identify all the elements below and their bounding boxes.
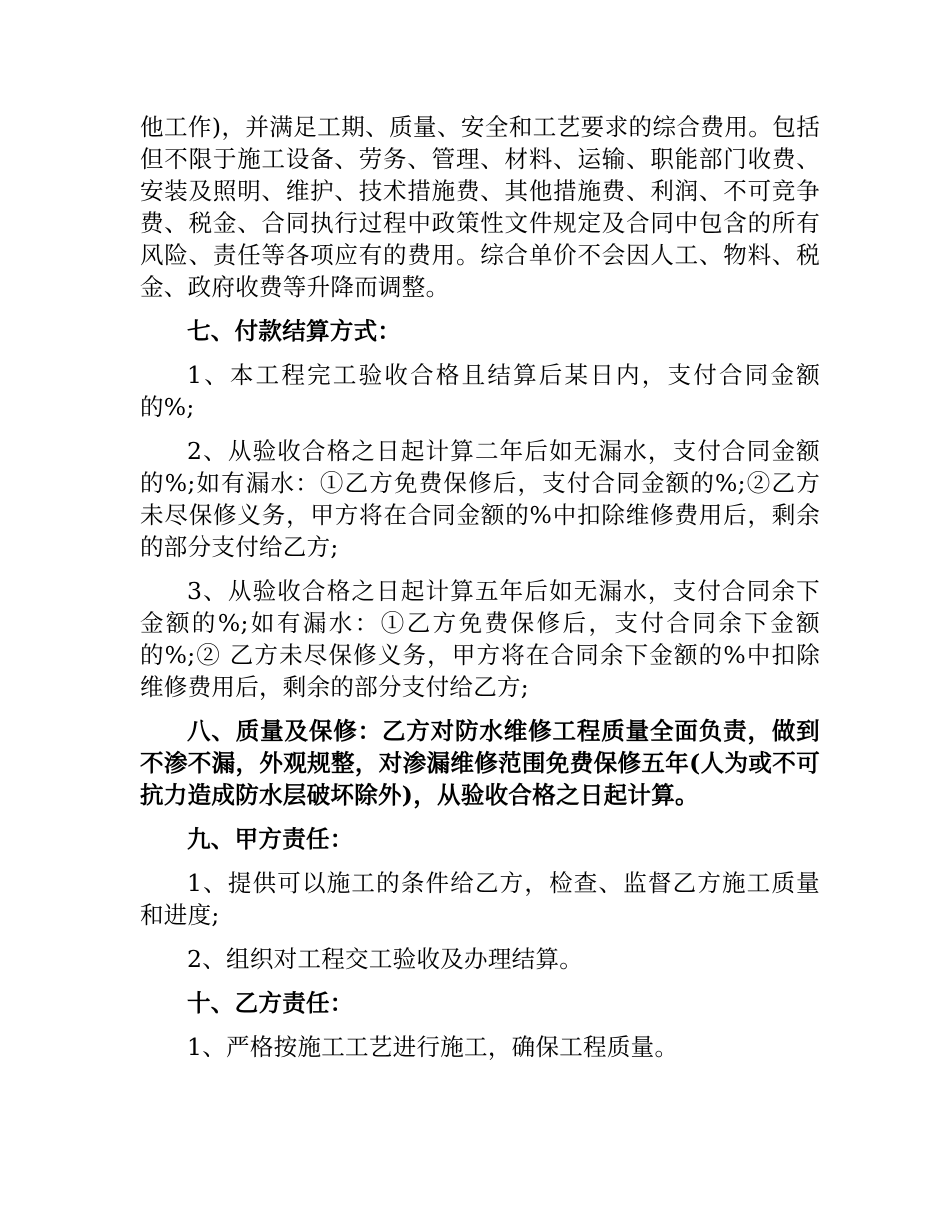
document-page (140, 111, 820, 1063)
heading-party-b-duties: 十、乙方责任： (187, 989, 354, 1017)
paragraph-party-b-1: 1、严格按施工工艺进行施工，确保工程质量。 (187, 1033, 679, 1061)
heading-party-a-duties: 九、甲方责任： (187, 825, 354, 853)
paragraph-payment-2: 2、从验收合格之日起计算二年后如无漏水，支付合同金额的%;如有漏水：①乙方免费保修后，支付合同金额的%;②乙方未尽保修义务，甲方将在合同金额的%中扣除维修费用后，剩余的部分支付给乙方; (140, 437, 820, 561)
paragraph-payment-1: 1、本工程完工验收合格且结算后某日内，支付合同金额的%; (140, 361, 820, 421)
paragraph-comprehensive-cost: 他工作)，并满足工期、质量、安全和工艺要求的综合费用。包括但不限于施工设备、劳务、管理、材料、运输、职能部门收费、安装及照明、维护、技术措施费、其他措施费、利润、不可竞争费、税金、合同执行过程中政策性文件规定及合同中包含的所有风险、责任等各项应有的费用。综合单价不会因人工、物料、税金、政府收费等升降而调整。 (140, 113, 820, 301)
heading-payment-settlement: 七、付款结算方式： (187, 317, 402, 345)
paragraph-party-a-1: 1、提供可以施工的条件给乙方，检查、监督乙方施工质量和进度; (140, 869, 820, 929)
paragraph-payment-3: 3、从验收合格之日起计算五年后如无漏水，支付合同余下金额的%;如有漏水：①乙方免费保修后，支付合同余下金额的%;② 乙方未尽保修义务，甲方将在合同余下金额的%中扣除维修费用后，剩余的部分支付给乙方; (140, 577, 820, 701)
paragraph-party-a-2: 2、组织对工程交工验收及办理结算。 (187, 945, 584, 973)
heading-quality-warranty: 八、质量及保修：乙方对防水维修工程质量全面负责，做到不渗不漏，外观规整，对渗漏维修范围免费保修五年(人为或不可抗力造成防水层破坏除外)，从验收合格之日起计算。 (140, 717, 820, 809)
